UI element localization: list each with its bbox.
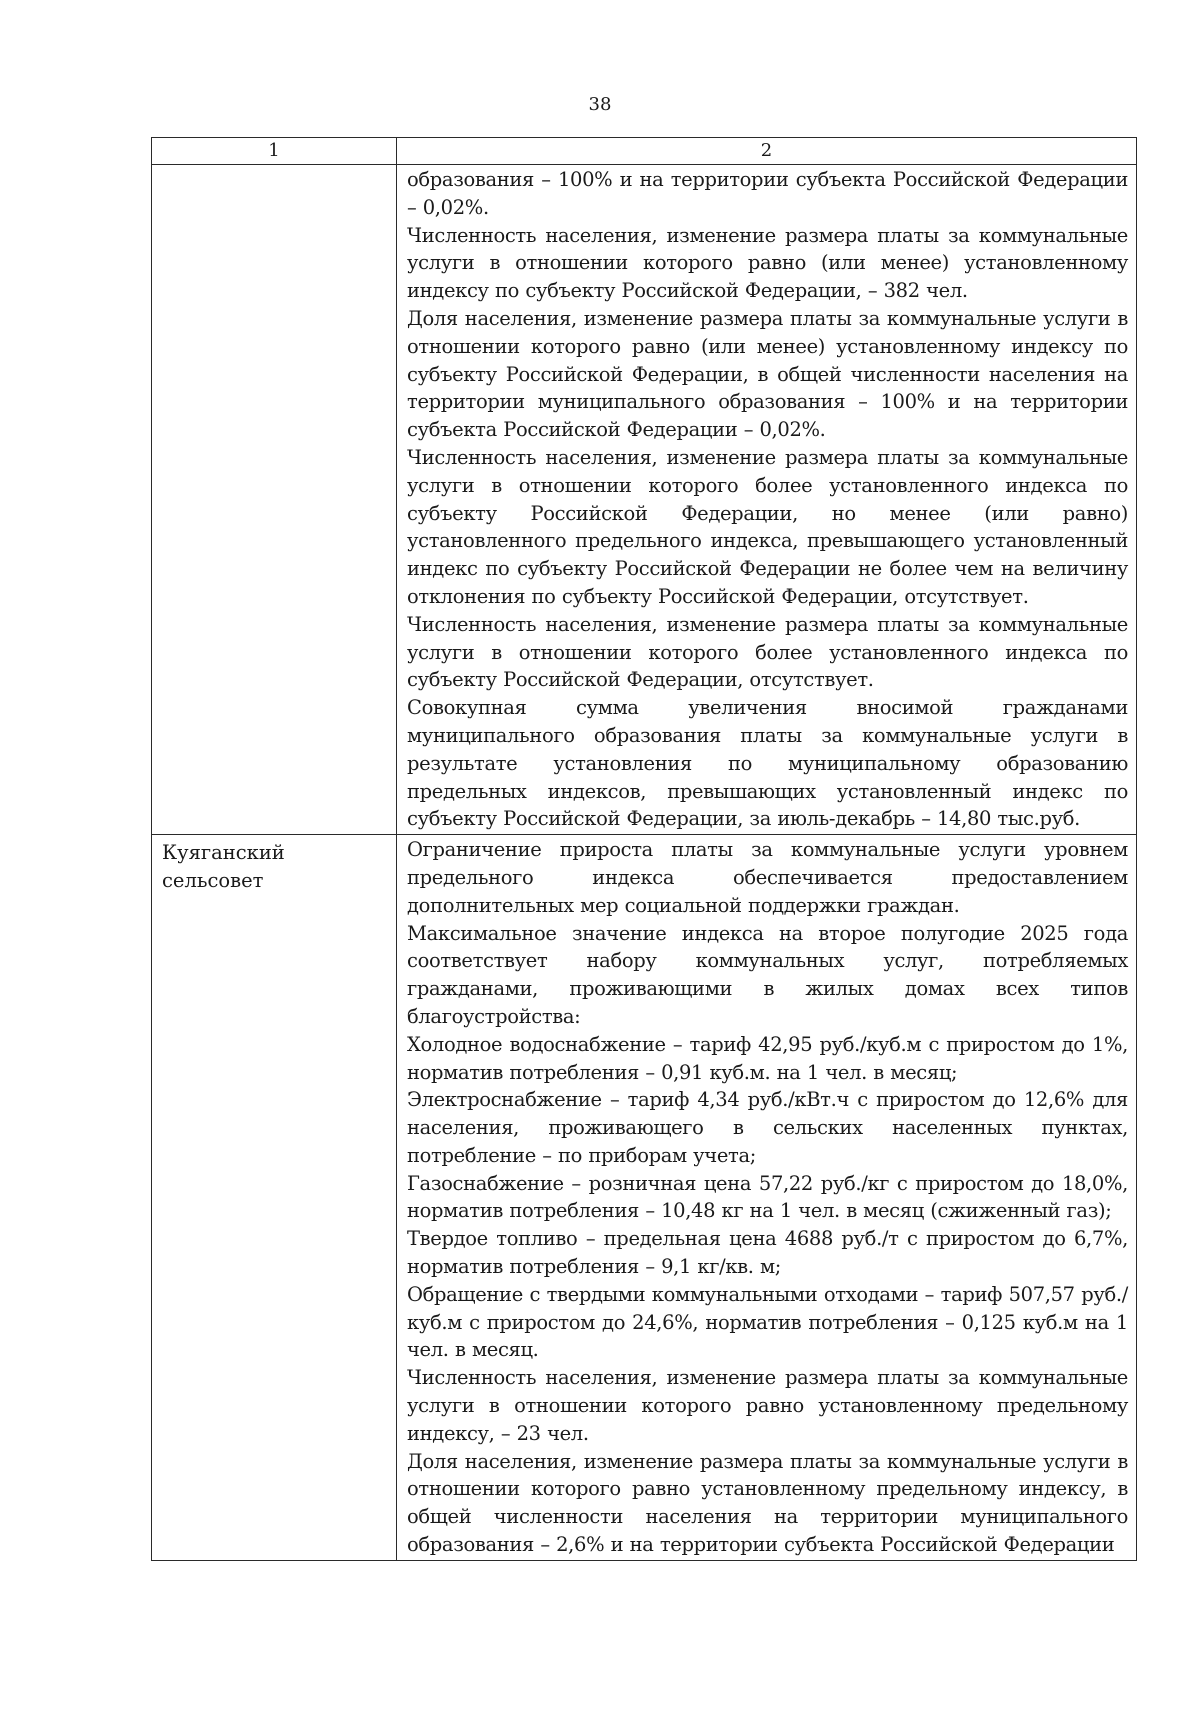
- municipality-cell-empty: [152, 165, 397, 835]
- paragraph: Совокупная сумма увеличения вносимой гражданами муниципального образования платы за коммунальные услуги в результате установления по муниципальному образованию предельных индексов, превышающих установленный индекс по субъекту Российской Федерации, за июль-декабрь – 14,80 тыс.руб.: [407, 696, 1128, 831]
- column-header-2: 2: [397, 138, 1137, 165]
- page-number: 38: [588, 94, 612, 115]
- paragraph: образования – 100% и на территории субъекта Российской Федерации – 0,02%.: [407, 168, 1128, 219]
- description-cell: [397, 165, 1137, 835]
- municipality-name-line: сельсовет: [162, 868, 264, 892]
- paragraph: Электроснабжение – тариф 4,34 руб./кВт.ч с приростом до 12,6% для населения, проживающего в сельских населенных пунктах, потребление – по приборам учета;: [407, 1088, 1128, 1167]
- paragraph: Численность населения, изменение размера платы за коммунальные услуги в отношении которого более установленного индекса по субъекту Российской Федерации, отсутствует.: [407, 612, 1128, 692]
- paragraph: Твердое топливо – предельная цена 4688 руб./т с приростом до 6,7%, норматив потребления – 9,1 кг/кв. м;: [407, 1227, 1128, 1279]
- paragraph: Доля населения, изменение размера платы за коммунальные услуги в отношении которого равно установленному предельному индексу, в общей численности населения на территории муниципального образования – 2,6% и на территории субъекта Российской Федерации: [407, 1449, 1128, 1557]
- description-cell: [397, 835, 1137, 1561]
- document-table: [151, 137, 1137, 1561]
- paragraph: Доля населения, изменение размера платы за коммунальные услуги в отношении которого равно (или менее) установленному индексу по субъекту Российской Федерации, в общей численности населения на территории муниципального образования – 100% и на территории субъекта Российской Федерации – 0,02%.: [407, 306, 1128, 442]
- column-header-1: 1: [152, 138, 397, 165]
- table-row: [152, 835, 1137, 1561]
- paragraph: Холодное водоснабжение – тариф 42,95 руб./куб.м с приростом до 1%, норматив потребления – 0,91 куб.м. на 1 чел. в месяц;: [407, 1032, 1128, 1084]
- paragraph: Обращение с твердыми коммунальными отходами – тариф 507,57 руб./куб.м с приростом до 24,6%, норматив потребления – 0,125 куб.м на 1 чел. в месяц.: [407, 1282, 1128, 1362]
- paragraph: Максимальное значение индекса на второе полугодие 2025 года соответствует набору коммунальных услуг, потребляемых гражданами, проживающими в жилых домах всех типов благоустройства:: [407, 921, 1128, 1028]
- municipality-name-line: Куяганский: [162, 841, 285, 865]
- municipality-cell: [152, 835, 397, 1561]
- paragraph: Газоснабжение – розничная цена 57,22 руб./кг с приростом до 18,0%, норматив потребления – 10,48 кг на 1 чел. в месяц (сжиженный газ);: [407, 1171, 1128, 1223]
- table-header-row: [152, 138, 1137, 165]
- paragraph: Ограничение прироста платы за коммунальные услуги уровнем предельного индекса обеспечивается предоставлением дополнительных мер социальной поддержки граждан.: [407, 838, 1128, 917]
- paragraph: Численность населения, изменение размера платы за коммунальные услуги в отношении которого равно установленному предельному индексу, – 23 чел.: [407, 1366, 1128, 1445]
- paragraph: Численность населения, изменение размера платы за коммунальные услуги в отношении которого равно (или менее) установленному индексу по субъекту Российской Федерации, – 382 чел.: [407, 223, 1128, 303]
- table-row: [152, 165, 1137, 835]
- paragraph: Численность населения, изменение размера платы за коммунальные услуги в отношении которого более установленного индекса по субъекту Российской Федерации, но менее (или равно) установленного предельного индекса, превышающего установленный индекс по субъекту Российской Федерации не более чем на величину отклонения по субъекту Российской Федерации, отсутствует.: [407, 445, 1128, 608]
